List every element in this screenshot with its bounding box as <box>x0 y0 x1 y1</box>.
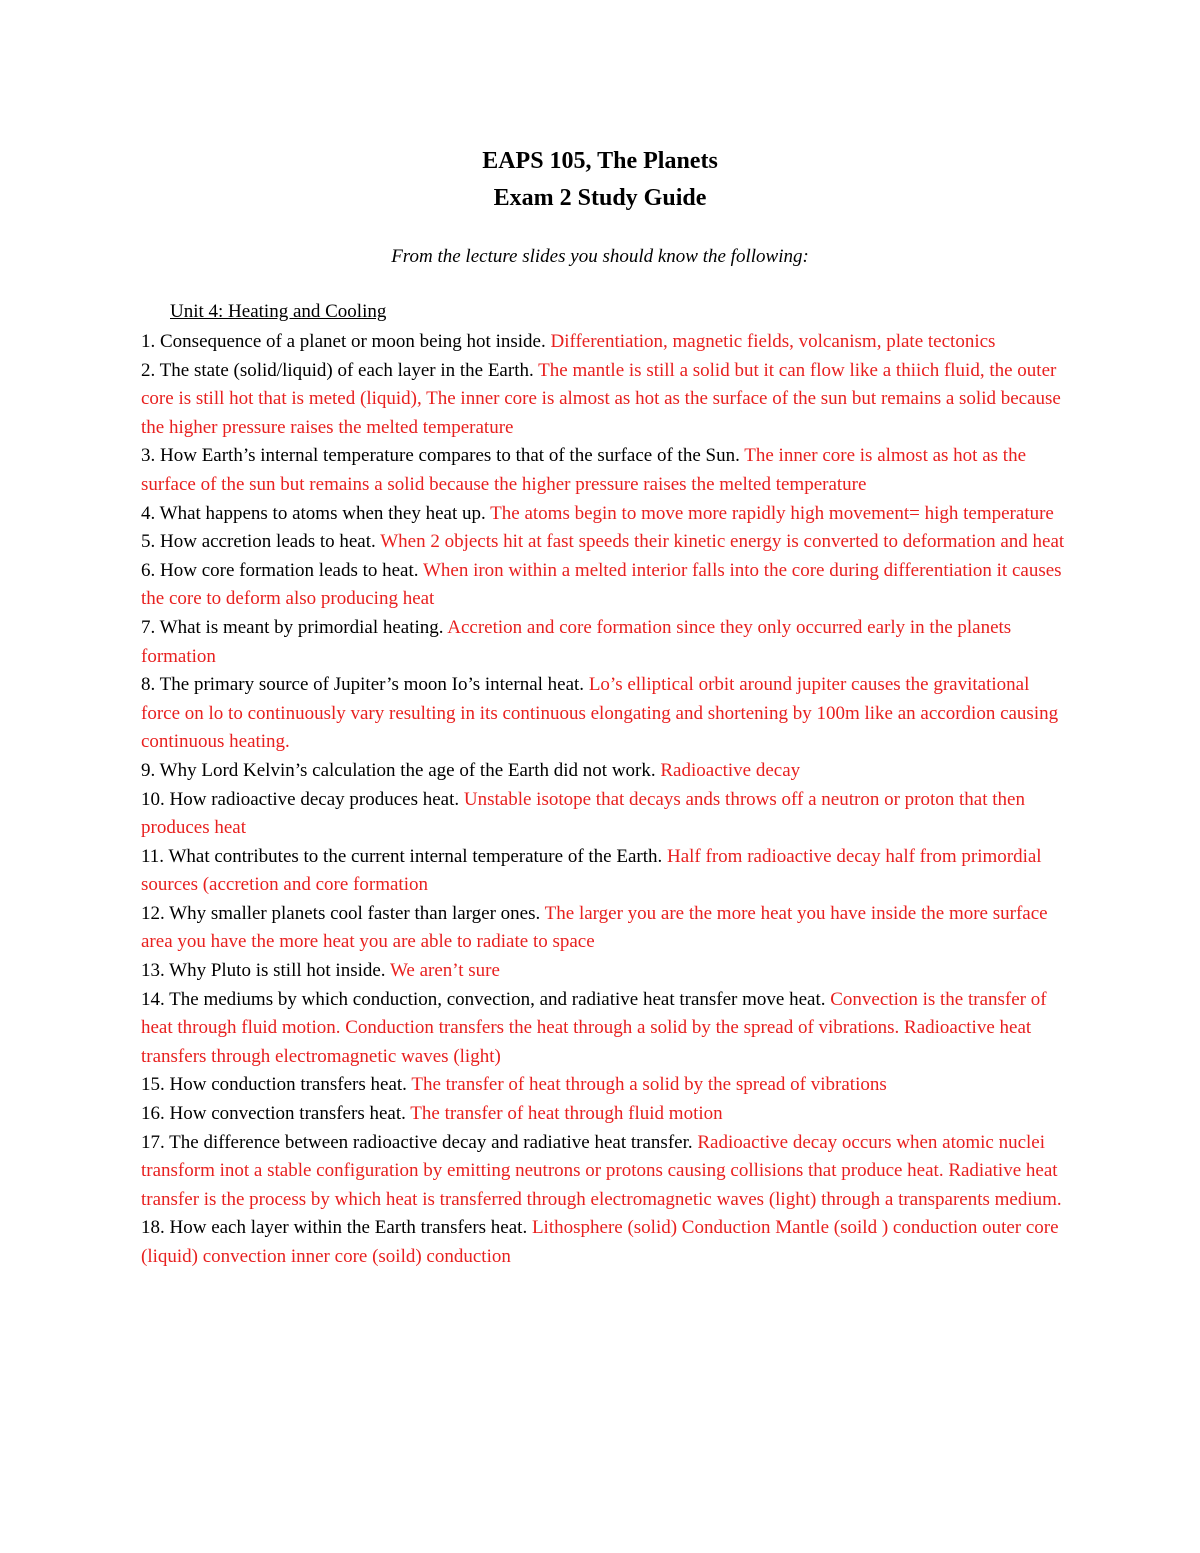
answer-text: Half from radioactive decay half from primordial sources (accretion and core formation <box>141 845 1042 896</box>
answer-text: Radioactive decay occurs when atomic nuclei transform inot a stable configuration by emitting neutrons or protons causing collisions that produce heat. Radiative heat transfer is the process by which heat is transferred through electromagnetic waves (light) through a transparents medium. <box>141 1131 1062 1210</box>
question-text: 18. How each layer within the Earth transfers heat. <box>141 1217 528 1239</box>
question-text: 7. What is meant by primordial heating. <box>141 616 444 638</box>
list-item <box>141 442 1066 499</box>
question-text: 10. How radioactive decay produces heat. <box>141 788 460 810</box>
list-item <box>141 500 1066 529</box>
title-block <box>0 143 1200 217</box>
question-text: 8. The primary source of Jupiter’s moon Io’s internal heat. <box>141 674 585 696</box>
document-title: EAPS 105, The Planets <box>482 148 718 174</box>
list-item <box>141 557 1066 614</box>
question-text: 15. How conduction transfers heat. <box>141 1074 407 1096</box>
list-item <box>141 757 1066 786</box>
question-text: 11. What contributes to the current internal temperature of the Earth. <box>141 845 663 867</box>
list-item <box>141 528 1066 557</box>
list-item <box>141 1071 1066 1100</box>
list-item <box>141 671 1066 757</box>
question-text: 1. Consequence of a planet or moon being hot inside. <box>141 331 546 352</box>
answer-text: When 2 objects hit at fast speeds their kinetic energy is converted to deformation and heat <box>380 531 1065 553</box>
question-text: 5. How accretion leads to heat. <box>141 531 376 553</box>
answer-text: Convection is the transfer of heat through fluid motion. Conduction transfers the heat through a solid by the spread of vibrations. Radioactive heat transfers through electromagnetic waves (light) <box>141 988 1047 1067</box>
answer-text: Radioactive decay <box>660 759 801 781</box>
intro-text: From the lecture slides you should know the following: <box>391 246 809 267</box>
list-item <box>141 1214 1066 1271</box>
question-text: 14. The mediums by which conduction, convection, and radiative heat transfer move heat. <box>141 988 826 1010</box>
list-item <box>141 900 1066 957</box>
answer-text: The mantle is still a solid but it can flow like a thiich fluid, the outer core is still hot that is meted (liquid), The inner core is almost as hot as the surface of the sun but remains a solid because the higher pressure raises the melted temperature <box>141 359 1061 438</box>
list-item <box>141 357 1066 443</box>
answer-text: The inner core is almost as hot as the surface of the sun but remains a solid because the higher pressure raises the melted temperature <box>141 445 1027 495</box>
question-text: 9. Why Lord Kelvin’s calculation the age of the Earth did not work. <box>141 759 656 781</box>
question-text: 2. The state (solid/liquid) of each layer in the Earth. <box>141 359 534 381</box>
list-item <box>141 843 1066 900</box>
list-item <box>141 1100 1066 1129</box>
question-text: 3. How Earth’s internal temperature compares to that of the surface of the Sun. <box>141 445 740 467</box>
answer-text: Lithosphere (solid) Conduction Mantle (soild ) conduction outer core (liquid) convection inner core (soild) conduction <box>141 1217 1059 1267</box>
question-text: 6. How core formation leads to heat. <box>141 559 419 581</box>
question-text: 17. The difference between radioactive decay and radiative heat transfer. <box>141 1131 693 1153</box>
question-text: 13. Why Pluto is still hot inside. <box>141 960 386 982</box>
question-text: 16. How convection transfers heat. <box>141 1103 406 1125</box>
answer-text: Unstable isotope that decays ands throws off a neutron or proton that then produces heat <box>141 788 1025 839</box>
answer-text: The transfer of heat through a solid by the spread of vibrations <box>411 1074 887 1096</box>
list-item <box>141 786 1066 843</box>
unit-heading: Unit 4: Heating and Cooling <box>170 301 387 322</box>
answer-text: Differentiation, magnetic fields, volcanism, plate tectonics <box>550 331 996 352</box>
document-subtitle: Exam 2 Study Guide <box>493 185 707 211</box>
list-item <box>141 957 1066 986</box>
list-item <box>141 328 1066 357</box>
answer-text: Lo’s elliptical orbit around jupiter causes the gravitational force on lo to continuously vary resulting in its continuous elongating and shortening by 100m like an accordion causing continuous heating. <box>141 674 1059 753</box>
study-guide-list <box>141 328 1066 1272</box>
question-text: 12. Why smaller planets cool faster than larger ones. <box>141 902 541 924</box>
list-item <box>141 1129 1066 1215</box>
answer-text: We aren’t sure <box>389 960 500 982</box>
question-text: 4. What happens to atoms when they heat up. <box>141 502 486 524</box>
answer-text: When iron within a melted interior falls into the core during differentiation it causes the core to deform also producing heat <box>141 559 1062 610</box>
list-item <box>141 986 1066 1072</box>
list-item <box>141 614 1066 671</box>
answer-text: The transfer of heat through fluid motion <box>410 1103 723 1125</box>
answer-text: The larger you are the more heat you have inside the more surface area you have the more heat you are able to radiate to space <box>141 902 1048 953</box>
answer-text: The atoms begin to move more rapidly high movement= high temperature <box>490 502 1054 524</box>
answer-text: Accretion and core formation since they only occurred early in the planets formation <box>141 616 1012 667</box>
